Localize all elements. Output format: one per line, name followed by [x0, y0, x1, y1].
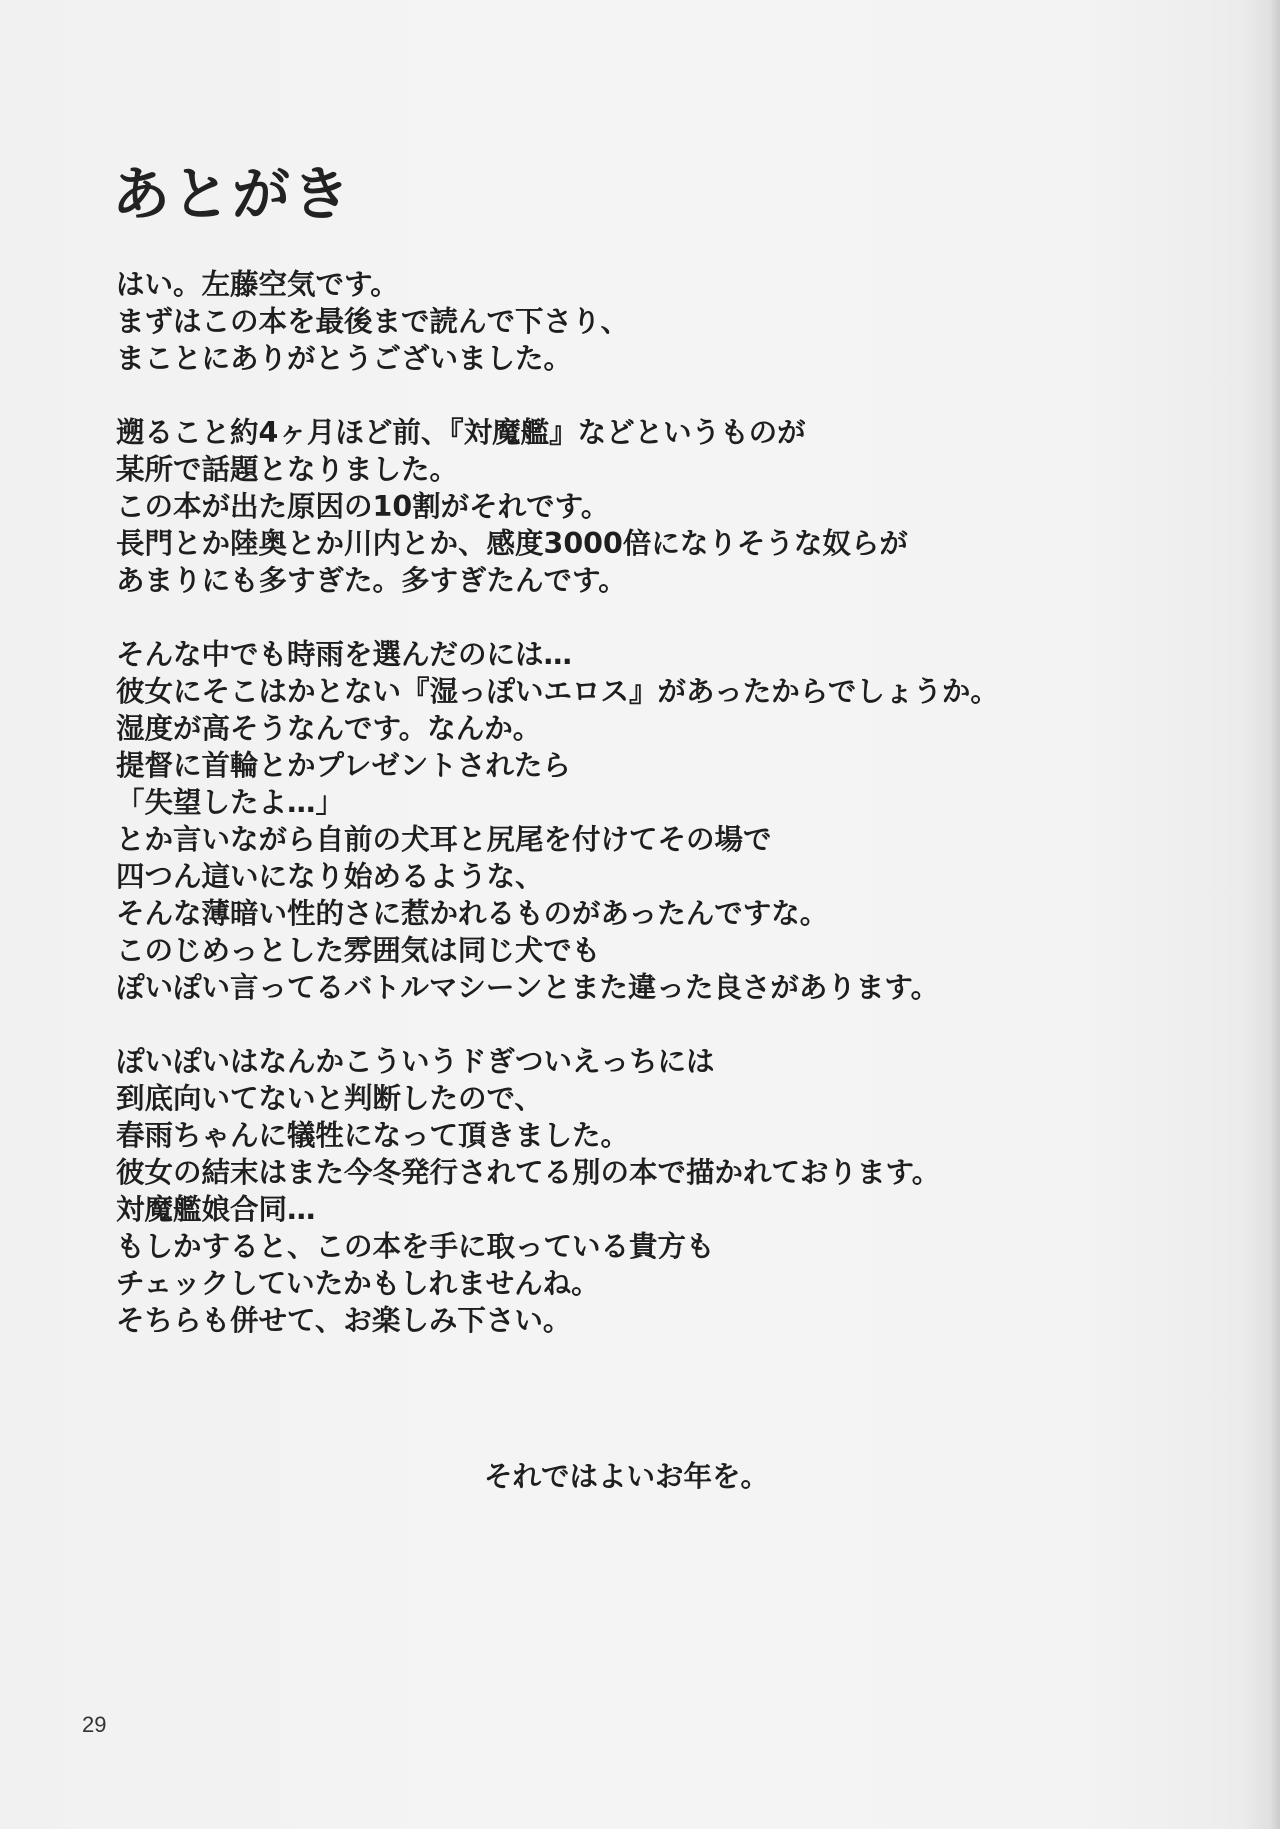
text-line: 湿度が高そうなんです。なんか。 [116, 712, 542, 745]
text-line: 春雨ちゃんに犠牲になって頂きました。 [116, 1119, 630, 1152]
text-line: あまりにも多すぎた。多すぎたんです。 [116, 564, 627, 597]
text-line: そちらも併せて、お楽しみ下さい。 [116, 1304, 572, 1337]
text-line: もしかすると、この本を手に取っている貴方も [116, 1230, 715, 1263]
afterword-body [116, 266, 1196, 1376]
text-line: 彼女の結末はまた今冬発行されてる別の本で描かれております。 [116, 1156, 941, 1189]
text-line: はい。左藤空気です。 [116, 268, 399, 301]
text-line: 到底向いてないと判断したので、 [116, 1082, 543, 1115]
text-line: 長門とか陸奥とか川内とか、感度3000倍になりそうな奴らが [116, 527, 908, 560]
text-line: この本が出た原因の10割がそれです。 [116, 490, 610, 523]
text-line: ぽいぽい言ってるバトルマシーンとまた違った良さがあります。 [116, 971, 940, 1004]
text-line: 対魔艦娘合同… [116, 1193, 316, 1226]
paragraph-3 [116, 636, 1196, 1006]
text-line: このじめっとした雰囲気は同じ犬でも [116, 934, 601, 967]
afterword-title: あとがき [112, 160, 353, 228]
paragraph-4 [116, 1043, 1196, 1339]
text-line: そんな中でも時雨を選んだのには… [116, 638, 573, 671]
text-line: 提督に首輪とかプレゼントされたら [116, 749, 571, 782]
text-line: とか言いながら自前の犬耳と尻尾を付けてその場で [116, 823, 772, 856]
page-number: 29 [82, 1712, 107, 1737]
text-line: そんな薄暗い性的さに惹かれるものがあったんですな。 [116, 897, 829, 930]
closing-line: それではよいお年を。 [484, 1460, 770, 1493]
text-line: ぽいぽいはなんかこういうドぎついえっちには [116, 1045, 715, 1078]
text-line: まずはこの本を最後まで読んで下さり、 [116, 305, 630, 338]
text-line: チェックしていたかもしれませんね。 [116, 1267, 600, 1300]
text-line: 「失望したよ…」 [116, 786, 345, 819]
paragraph-1 [116, 266, 1196, 377]
paragraph-2 [116, 414, 1196, 599]
page-edge-shadow [1270, 0, 1280, 1829]
text-line: まことにありがとうございました。 [116, 342, 573, 375]
text-line: 彼女にそこはかとない『湿っぽいエロス』があったからでしょうか。 [116, 675, 999, 708]
text-line: 某所で話題となりました。 [116, 453, 459, 486]
text-line: 四つん這いになり始めるような、 [116, 860, 544, 893]
text-line: 遡ること約4ヶ月ほど前、『対魔艦』などというものが [116, 416, 806, 449]
